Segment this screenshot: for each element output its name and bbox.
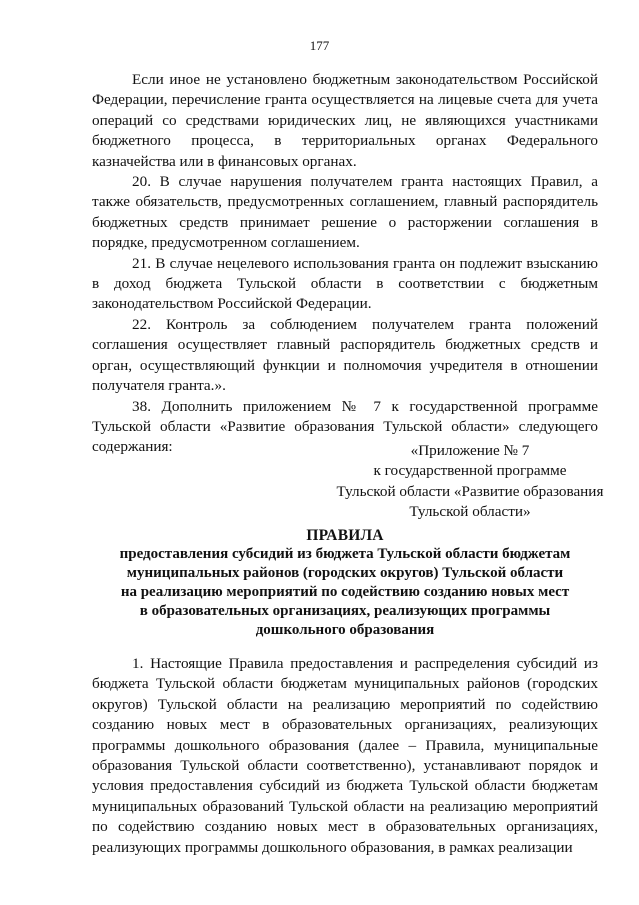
page-number: 177: [309, 38, 330, 53]
paragraph-20: 20. В случае нарушения получателем гранта настоящих Правил, а также обязательств, предусмотренных соглашением, главный распорядитель бюджетных средств принимает решение о расторжении соглашения в порядке, предусмотренном соглашением.: [92, 173, 598, 252]
bottom-text-block: [92, 654, 598, 858]
appendix-line: Тульской области»: [409, 503, 531, 521]
paragraph-22: 22. Контроль за соблюдением получателем гранта положений соглашения осуществляет главный распорядитель бюджетных средств и орган, осуществляющий функции и полномочия учредителя в отношении получателя гранта.».: [92, 315, 598, 395]
rules-subtitle-line: предоставления субсидий из бюджета Тульской области бюджетам: [119, 546, 571, 562]
appendix-header: [330, 441, 610, 523]
rules-subtitle-line: на реализацию мероприятий по содействию созданию новых мест: [120, 584, 570, 600]
appendix-line: Тульской области «Развитие образования: [336, 482, 604, 500]
rules-subtitle-line: в образовательных организациях, реализующих программы: [139, 603, 551, 619]
appendix-line: «Приложение № 7: [410, 442, 530, 459]
appendix-line: к государственной программе: [373, 462, 567, 480]
top-text-block: [92, 70, 598, 458]
rules-subtitle-line: муниципальных районов (городских округов) Тульской области: [126, 565, 564, 581]
rules-heading: [92, 526, 598, 640]
paragraph-38: 38. Дополнить приложением № 7 к государственной программе Тульской области «Развитие образования Тульской области» следующего содержания:: [92, 397, 598, 456]
paragraph-budget-transfer: Если иное не установлено бюджетным законодательством Российской Федерации, перечисление гранта осуществляется на лицевые счета для учета операций со средствами юридических лиц, не являющихся участниками бюджетного процесса, в территориальных органах Федерального казначейства или в финансовых органах.: [92, 71, 598, 170]
paragraph-21: 21. В случае нецелевого использования гранта он подлежит взысканию в доход бюджета Тульской области в соответствии с бюджетным законодательством Российской Федерации.: [92, 254, 598, 313]
rules-subtitle-line: дошкольного образования: [255, 622, 435, 638]
rules-title: ПРАВИЛА: [306, 527, 384, 544]
paragraph-1: 1. Настоящие Правила предоставления и распределения субсидий из бюджета Тульской области бюджетам муниципальных районов (городских округов) Тульской области на реализацию мероприятий по содействию созданию новых мест в образовательных организациях, реализующих программы дошкольного образования (далее – Правила, муниципальные образования Тульской области соответственно), устанавливают порядок и условия предоставления субсидий из бюджета Тульской области бюджетам муниципальных образований Тульской области на реализацию мероприятий по содействию созданию новых мест в образовательных организациях, реализующих программы дошкольного образования, в рамках реализации: [92, 655, 598, 856]
